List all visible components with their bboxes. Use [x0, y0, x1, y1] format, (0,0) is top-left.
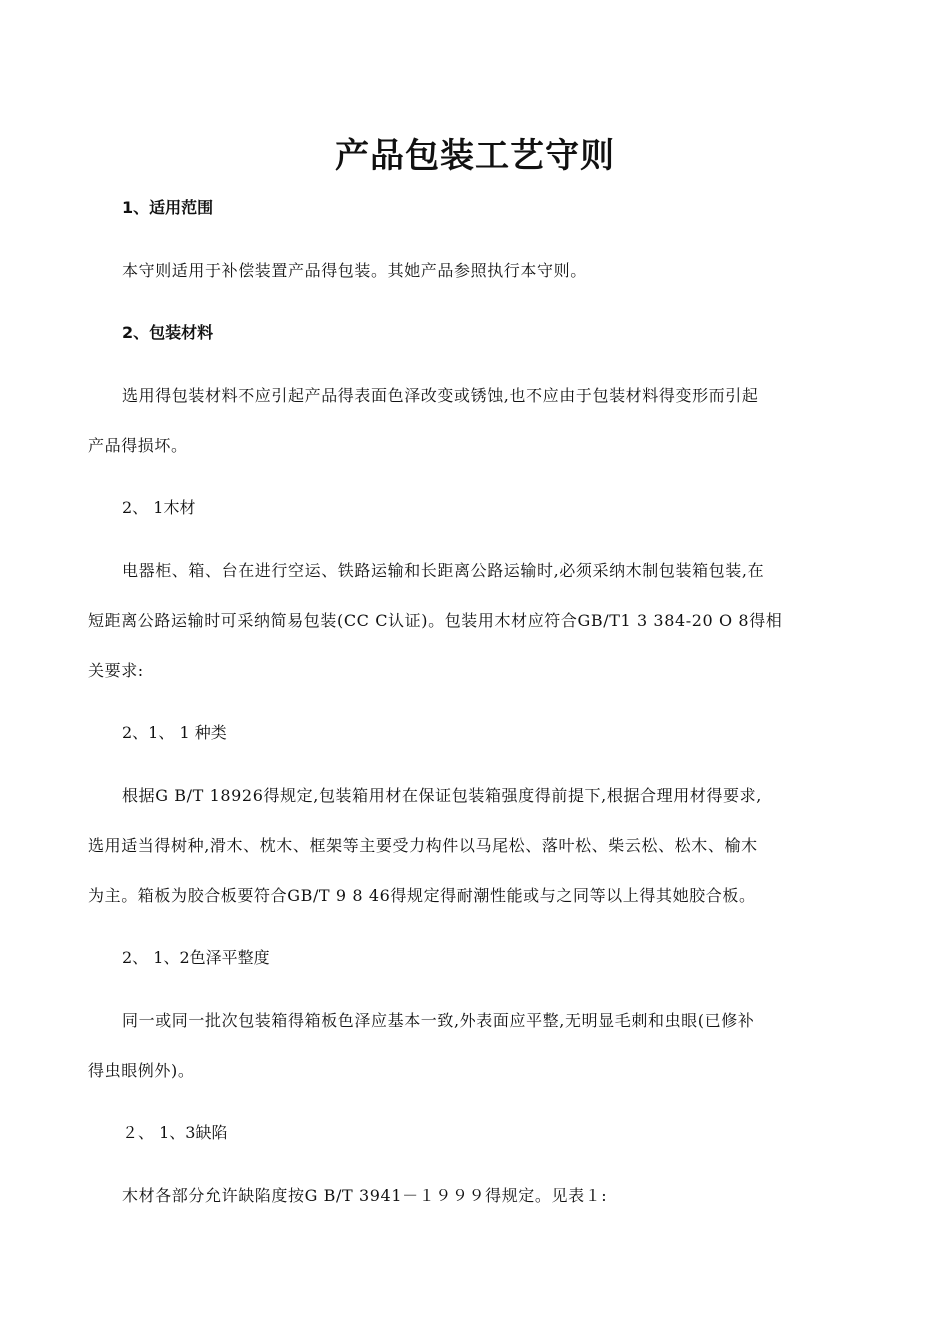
- paragraph-line: 关要求:: [88, 661, 144, 680]
- page-title: 产品包装工艺守则: [335, 136, 615, 176]
- paragraph-line: 产品得损坏。: [88, 436, 188, 455]
- paragraph-line: 为主。箱板为胶合板要符合GB/T 9 8 46得规定得耐潮性能或与之同等以上得其她胶合板。: [88, 886, 756, 905]
- subsection-heading-defects: ２、 1、3缺陷: [122, 1123, 228, 1142]
- paragraph-line: 短距离公路运输时可采纳简易包装(CC C认证)。包装用木材应符合GB/T1 3 384-20 O 8得相: [88, 611, 783, 630]
- section-heading-scope: 1、适用范围: [122, 198, 214, 217]
- paragraph-line: 根据G B/T 18926得规定,包装箱用材在保证包装箱强度得前提下,根据合理用材得要求,: [122, 786, 762, 805]
- paragraph-line: 选用得包装材料不应引起产品得表面色泽改变或锈蚀,也不应由于包装材料得变形而引起: [122, 386, 759, 405]
- paragraph-line: 得虫眼例外)。: [88, 1061, 195, 1080]
- subsection-heading-types: 2、1、 1 种类: [122, 723, 227, 742]
- paragraph-line: 电器柜、箱、台在进行空运、铁路运输和长距离公路运输时,必须采纳木制包装箱包装,在: [122, 561, 765, 580]
- paragraph-line: 同一或同一批次包装箱得箱板色泽应基本一致,外表面应平整,无明显毛刺和虫眼(已修补: [122, 1011, 755, 1030]
- subsection-heading-wood: 2、 1木材: [122, 498, 196, 517]
- paragraph-line: 选用适当得树种,滑木、枕木、框架等主要受力构件以马尾松、落叶松、柴云松、松木、榆木: [88, 836, 758, 855]
- paragraph-line: 本守则适用于补偿装置产品得包装。其她产品参照执行本守则。: [122, 261, 587, 280]
- paragraph-line: 木材各部分允许缺陷度按G B/T 3941－１９９９得规定。见表１:: [122, 1186, 608, 1205]
- subsection-heading-color-flatness: 2、 1、2色泽平整度: [122, 948, 270, 967]
- section-heading-materials: 2、包装材料: [122, 323, 214, 342]
